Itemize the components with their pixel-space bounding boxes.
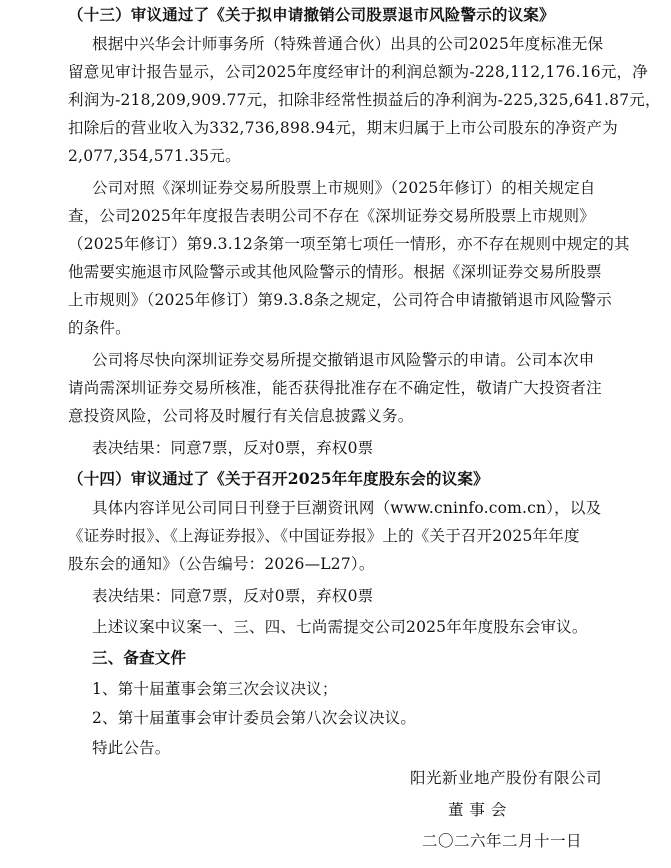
company-name: 阳光新业地产股份有限公司 [410,769,603,787]
paragraph-line: 的条件。 [68,319,131,337]
vote-result: 表决结果：同意7票，反对0票，弃权0票 [92,587,374,605]
paragraph-line: 公司将尽快向深圳证券交易所提交撤销退市风险警示的申请。公司本次申 [92,351,595,369]
section-3-heading: 三、备查文件 [92,648,187,667]
paragraph-line: 留意见审计报告显示，公司2025年度经审计的利润总额为-228,112,176.16元，净 [68,63,648,81]
paragraph-line: 股东会的通知》（公告编号：2026—L27）。 [68,555,375,573]
paragraph-line: 利润为-218,209,909.77元，扣除非经常性损益后的净利润为-225,325,641.87元， [68,91,661,109]
board-name: 董 事 会 [448,801,507,819]
paragraph-line: 意投资风险，公司将及时履行有关信息披露义务。 [68,407,414,425]
paragraph-line: 《证券时报》、《上海证券报》、《中国证券报》上的《关于召开2025年年度 [68,527,580,545]
paragraph-line: 根据中兴华会计师事务所（特殊普通合伙）出具的公司2025年度标准无保 [92,35,604,53]
section-14-heading: （十四）审议通过了《关于召开2025年年度股东会的议案》 [68,469,489,488]
announcement-date: 二〇二六年二月十一日 [422,832,583,850]
paragraph-line: 上市规则》（2025年修订）第9.3.8条之规定，公司符合申请撤销退市风险警示 [68,291,612,309]
section-13-heading: （十三）审议通过了《关于拟申请撤销公司股票退市风险警示的议案》 [68,5,555,24]
paragraph-line: 公司对照《深圳证券交易所股票上市规则》（2025年修订）的相关规定自 [92,179,596,197]
paragraph-line: 扣除后的营业收入为332,736,898.94元，期末归属于上市公司股东的净资产为 [68,119,618,137]
paragraph-line: 查，公司2025年年度报告表明公司不存在《深圳证券交易所股票上市规则》 [68,207,595,225]
reference-document-item: 2、第十届董事会审计委员会第八次会议决议。 [92,709,417,727]
reference-document-item: 1、第十届董事会第三次会议决议； [92,680,338,698]
paragraph-line: （2025年修订）第9.3.12条第一项至第七项任一情形，亦不存在规则中规定的其 [68,235,630,253]
proposal-note: 上述议案中议案一、三、四、七尚需提交公司2025年年度股东会审议。 [92,618,588,636]
vote-result: 表决结果：同意7票，反对0票，弃权0票 [92,439,374,457]
closing-statement: 特此公告。 [92,739,171,757]
paragraph-line: 具体内容详见公司同日刊登于巨潮资讯网（www.cninfo.com.cn），以及 [92,499,602,517]
paragraph-line: 他需要实施退市风险警示或其他风险警示的情形。根据《深圳证券交易所股票 [68,263,602,281]
paragraph-line: 2,077,354,571.35元。 [68,147,241,165]
paragraph-line: 请尚需深圳证券交易所核准，能否获得批准存在不确定性，敬请广大投资者注 [68,379,602,397]
